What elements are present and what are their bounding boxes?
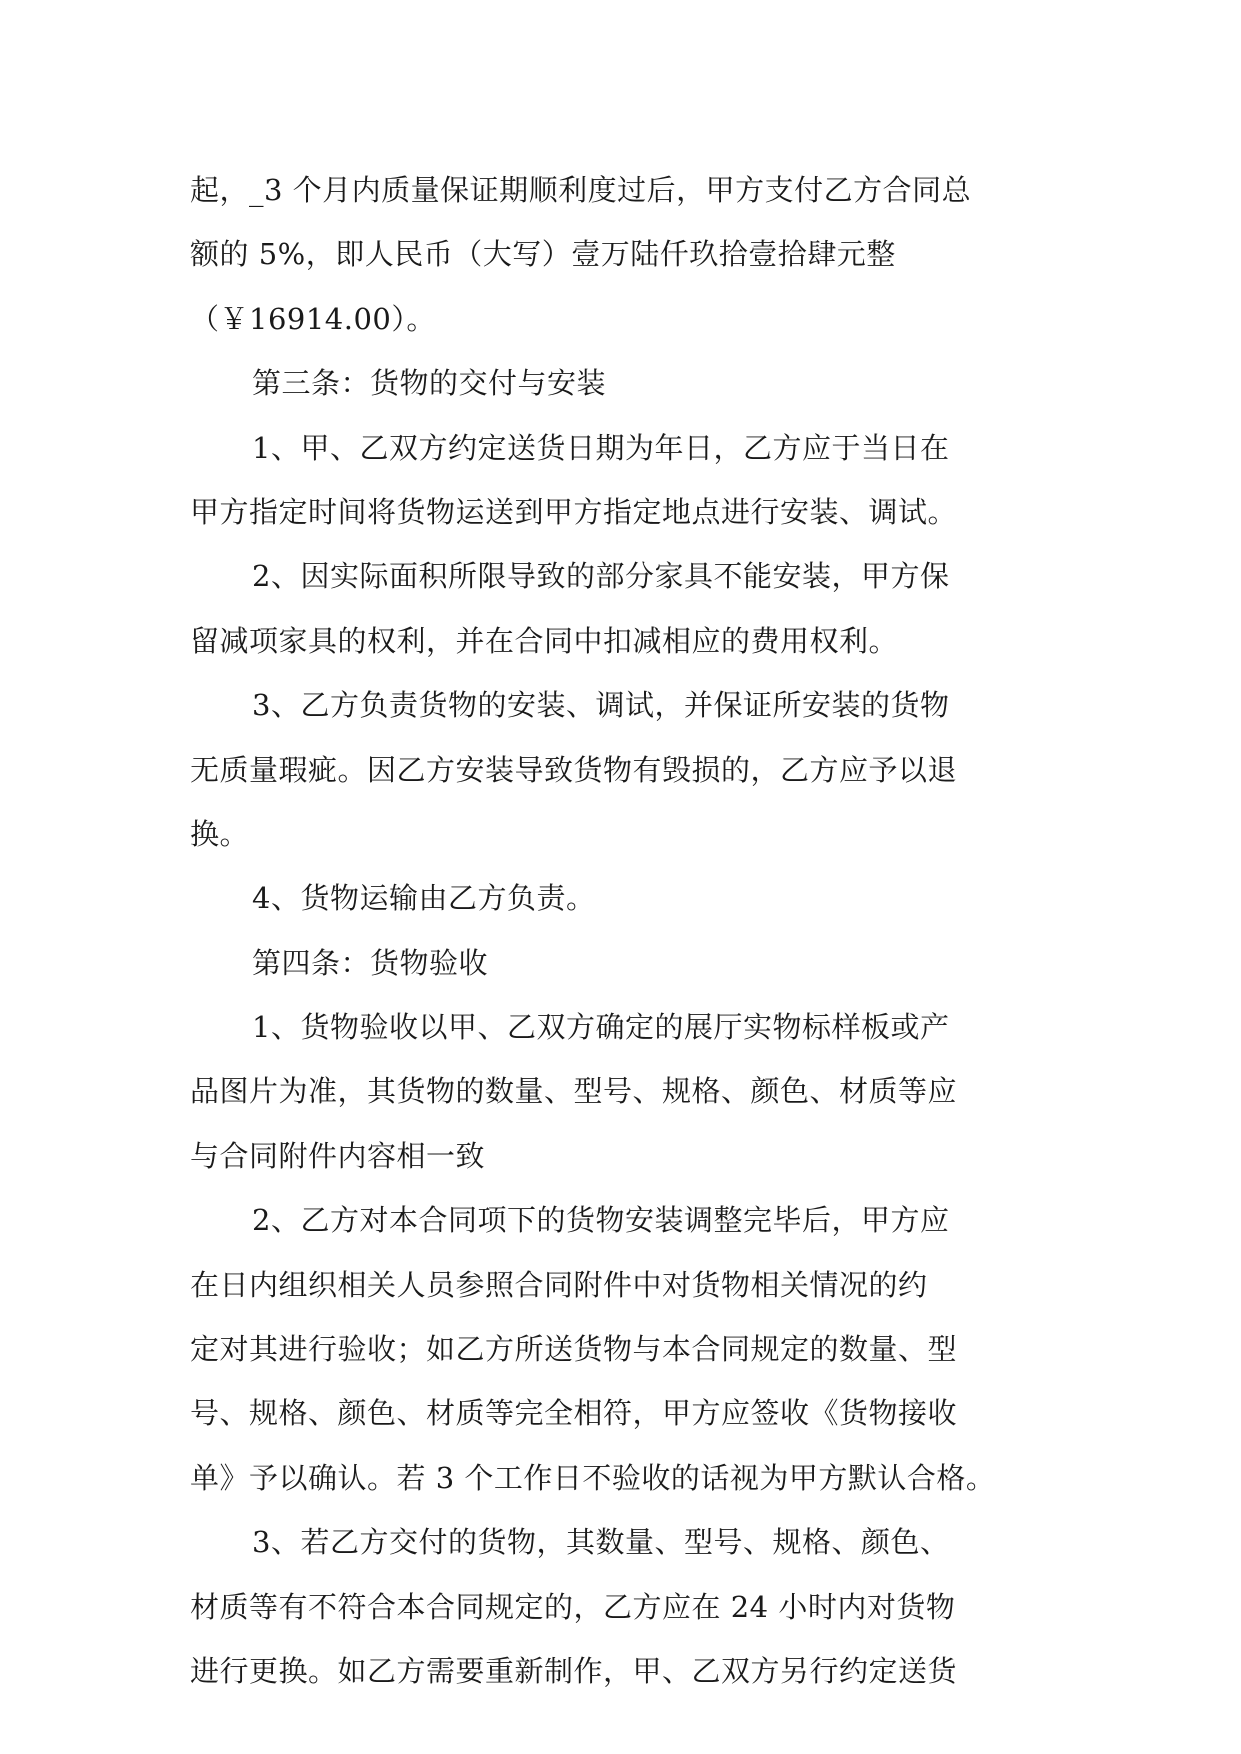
text-line: 1、货物验收以甲、乙双方确定的展厅实物标样板或产 (252, 1010, 950, 1045)
text-line: 品图片为准，其货物的数量、型号、规格、颜色、材质等应 (190, 1074, 958, 1109)
text-line: 甲方指定时间将货物运送到甲方指定地点进行安装、调试。 (190, 494, 958, 529)
section-heading: 第四条：货物验收 (252, 945, 489, 980)
text-line: 在日内组织相关人员参照合同附件中对货物相关情况的约 (190, 1267, 928, 1302)
text-line: 2、因实际面积所限导致的部分家具不能安装，甲方保 (252, 559, 950, 594)
document-body (190, 158, 1050, 1703)
text-line: 与合同附件内容相一致 (190, 1138, 486, 1173)
text-line: （￥16914.00）。 (190, 301, 436, 336)
text-line: 单》予以确认。若 3 个工作日不验收的话视为甲方默认合格。 (190, 1460, 996, 1495)
text-line: 4、货物运输由乙方负责。 (252, 881, 596, 916)
text-line: 定对其进行验收；如乙方所送货物与本合同规定的数量、型 (190, 1332, 958, 1367)
section-heading: 第三条：货物的交付与安装 (252, 366, 607, 401)
text-line: 换。 (190, 816, 250, 851)
text-line: 材质等有不符合本合同规定的，乙方应在 24 小时内对货物 (190, 1589, 956, 1624)
text-line: 起，_3 个月内质量保证期顺利度过后，甲方支付乙方合同总 (190, 173, 972, 207)
text-line: 进行更换。如乙方需要重新制作，甲、乙双方另行约定送货 (190, 1653, 958, 1688)
text-line: 无质量瑕疵。因乙方安装导致货物有毁损的，乙方应予以退 (190, 752, 958, 787)
text-line: 号、规格、颜色、材质等完全相符，甲方应签收《货物接收 (190, 1396, 958, 1431)
text-line: 留减项家具的权利，并在合同中扣减相应的费用权利。 (190, 623, 899, 658)
text-line: 3、乙方负责货物的安装、调试，并保证所安装的货物 (252, 688, 950, 723)
text-line: 3、若乙方交付的货物，其数量、型号、规格、颜色、 (252, 1525, 950, 1560)
text-line: 1、甲、乙双方约定送货日期为年日，乙方应于当日在 (252, 430, 950, 465)
text-line: 2、乙方对本合同项下的货物安装调整完毕后，甲方应 (252, 1203, 950, 1238)
text-line: 额的 5%，即人民币（大写）壹万陆仟玖拾壹拾肆元整 (190, 237, 896, 272)
